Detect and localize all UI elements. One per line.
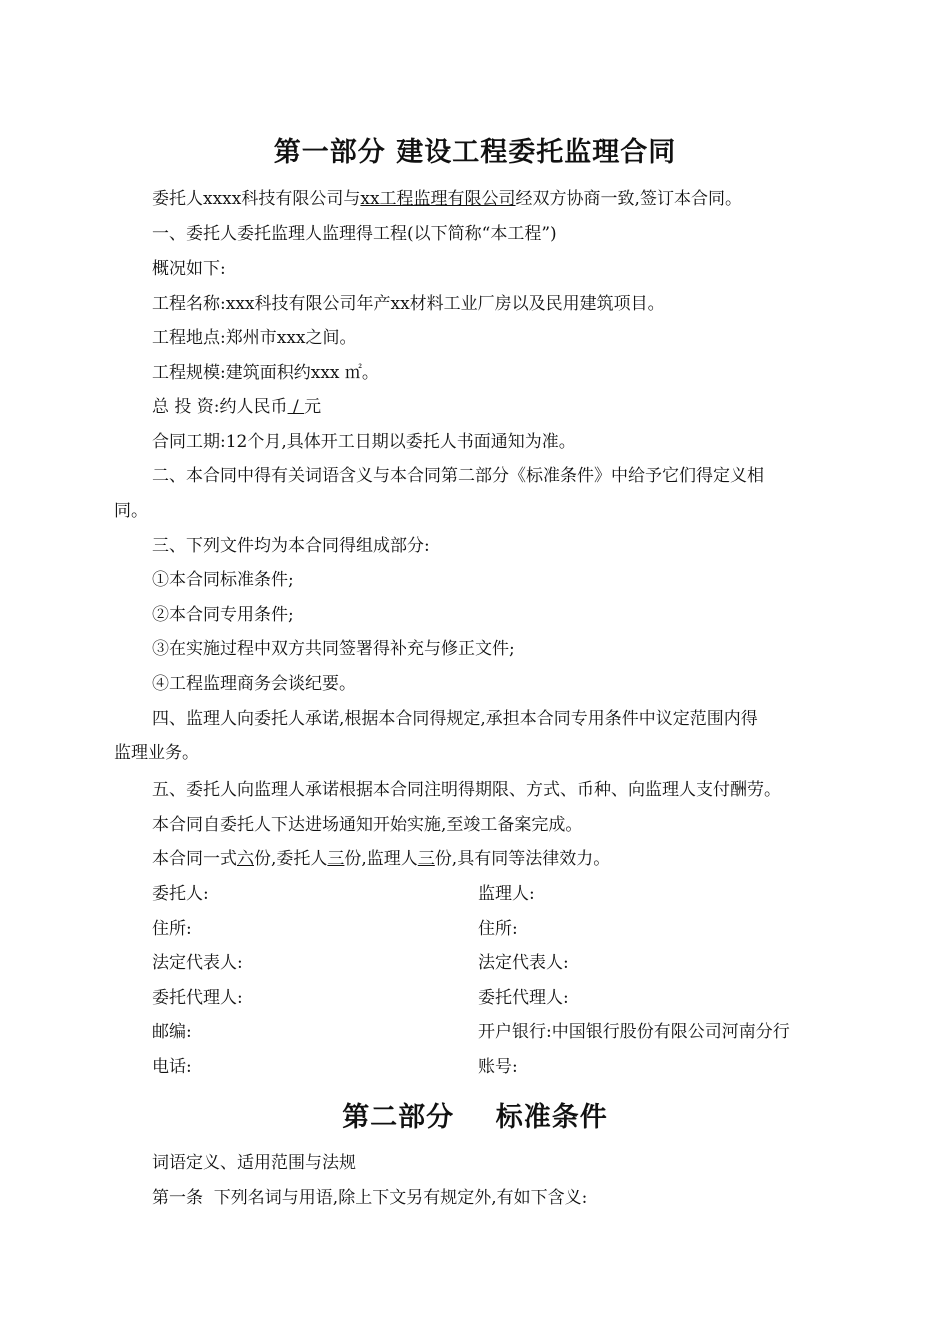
document-item-4: ④工程监理商务会谈纪要。 — [152, 674, 356, 694]
client-phone: 电话: — [152, 1057, 192, 1077]
clause-4-line-2: 监理业务。 — [114, 743, 199, 763]
client-legal-rep: 法定代表人: — [152, 953, 243, 973]
copies-supervisor: 三 — [417, 849, 435, 869]
copies-text-c: 份,委托人 — [254, 849, 328, 869]
supervisor-bank: 开户银行:中国银行股份有限公司河南分行 — [478, 1022, 790, 1042]
copies-clause — [152, 848, 610, 870]
copies-total: 六 — [237, 849, 254, 869]
clause-1: 一、委托人委托监理人监理得工程(以下简称“本工程”) — [152, 224, 557, 244]
supervisor-label: 监理人: — [478, 884, 535, 904]
clause-3: 三、下列文件均为本合同得组成部分: — [152, 536, 430, 556]
clause-2-line-2: 同。 — [114, 501, 148, 521]
copies-text-a: 本合同一式 — [152, 849, 237, 869]
supervisor-account: 账号: — [478, 1057, 518, 1077]
contract-duration: 合同工期:12个月,具体开工日期以委托人书面通知为准。 — [152, 432, 576, 452]
project-scale: 工程规模:建筑面积约xxx ㎡。 — [152, 363, 379, 383]
client-label: 委托人: — [152, 884, 209, 904]
part2-subtitle: 词语定义、适用范围与法规 — [152, 1153, 356, 1173]
client-address: 住所: — [152, 919, 192, 939]
copies-client: 三 — [327, 849, 345, 869]
overview-label: 概况如下: — [152, 259, 226, 279]
project-name: 工程名称:xxx科技有限公司年产xx材料工业厂房以及民用建筑项目。 — [152, 294, 665, 314]
intro-text-a: 委托人xxxx科技有限公司与 — [152, 189, 361, 209]
clause-5: 五、委托人向监理人承诺根据本合同注明得期限、方式、币种、向监理人支付酬劳。 — [152, 780, 781, 800]
part2-title: 第二部分 标准条件 — [342, 1102, 608, 1133]
clause-2-line-1: 二、本合同中得有关词语含义与本合同第二部分《标准条件》中给予它们得定义相 — [152, 466, 764, 486]
supervisor-agent: 委托代理人: — [478, 988, 569, 1008]
article-1: 第一条 下列名词与用语,除上下文另有规定外,有如下含义: — [152, 1188, 588, 1208]
supervisor-legal-rep: 法定代表人: — [478, 953, 569, 973]
client-postcode: 邮编: — [152, 1022, 192, 1042]
client-agent: 委托代理人: — [152, 988, 243, 1008]
copies-text-g: 份,具有同等法律效力。 — [434, 849, 611, 869]
document-item-3: ③在实施过程中双方共同签署得补充与修正文件; — [152, 639, 515, 659]
document-item-1: ①本合同标准条件; — [152, 570, 294, 590]
copies-text-e: 份,监理人 — [344, 849, 418, 869]
investment-amount: / — [287, 397, 305, 417]
investment-label: 总 投 资:约人民币 — [152, 397, 288, 417]
supervisor-company-name: xx工程监理有限公司 — [360, 189, 516, 209]
intro-line — [152, 188, 742, 210]
clause-4-line-1: 四、监理人向委托人承诺,根据本合同得规定,承担本合同专用条件中议定范围内得 — [152, 709, 758, 729]
supervisor-address: 住所: — [478, 919, 518, 939]
intro-text-c: 经双方协商一致,签订本合同。 — [515, 189, 742, 209]
effective-clause: 本合同自委托人下达进场通知开始实施,至竣工备案完成。 — [152, 815, 583, 835]
investment-line — [152, 396, 321, 418]
document-item-2: ②本合同专用条件; — [152, 605, 294, 625]
project-location: 工程地点:郑州市xxx之间。 — [152, 328, 357, 348]
part1-title: 第一部分 建设工程委托监理合同 — [273, 137, 677, 168]
investment-unit: 元 — [304, 397, 322, 417]
